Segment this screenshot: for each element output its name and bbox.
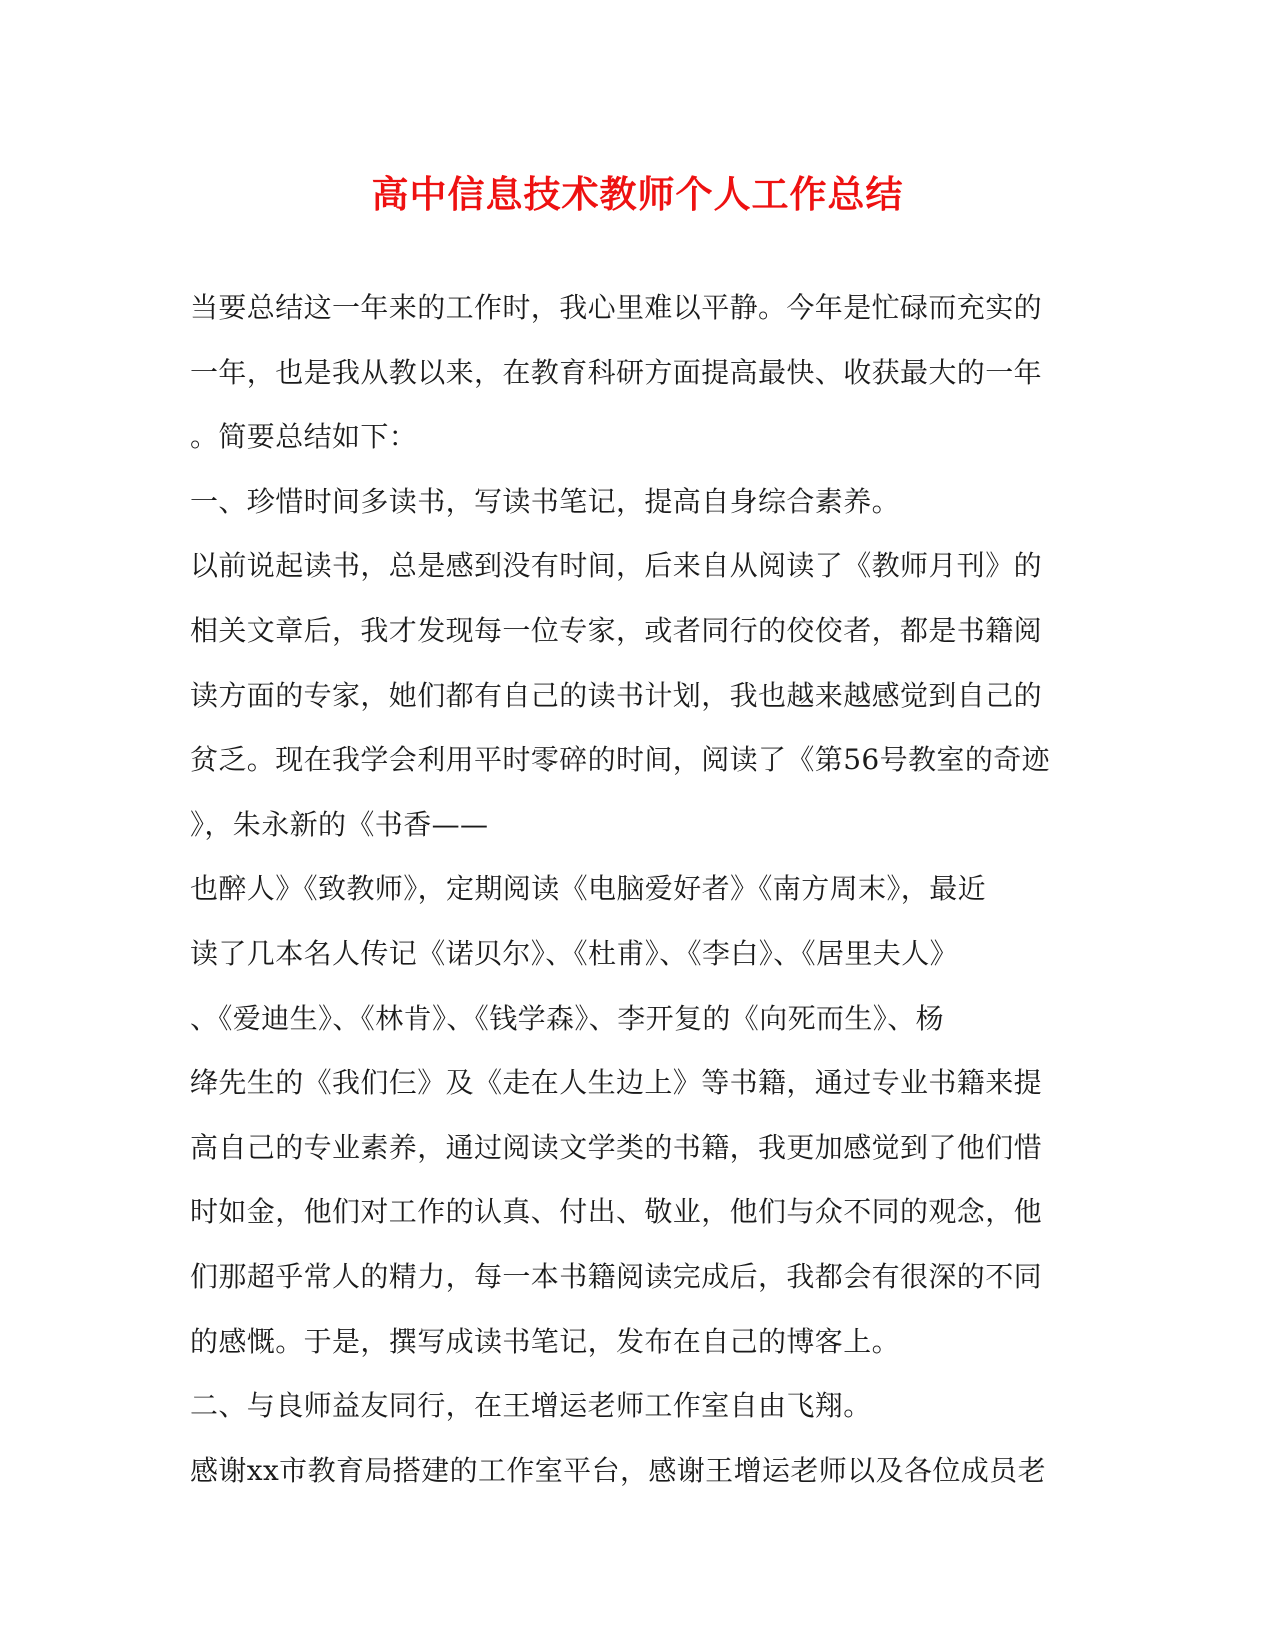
body-line: 相关文章后，我才发现每一位专家，或者同行的佼佼者，都是书籍阅 [190,613,1043,647]
body-line: 们那超乎常人的精力，每一本书籍阅读完成后，我都会有很深的不同 [190,1259,1043,1293]
body-line: 也醉人》《致教师》，定期阅读《电脑爱好者》《南方周末》，最近 [190,872,987,906]
section-heading: 二、与良师益友同行，在王增运老师工作室自由飞翔。 [190,1389,872,1423]
body-line: 高自己的专业素养，通过阅读文学类的书籍，我更加感觉到了他们惜 [190,1130,1043,1164]
body-line: 》，朱永新的《书香—— [190,807,489,841]
body-line: 感谢xx市教育局搭建的工作室平台，感谢王增运老师以及各位成员老 [190,1453,1046,1487]
body-line: 。简要总结如下： [190,420,418,454]
body-line: 、《爱迪生》、《林肯》、《钱学森》、李开复的《向死而生》、杨 [190,1001,945,1035]
document-body [190,276,1070,1503]
body-line: 时如金，他们对工作的认真、付出、敬业，他们与众不同的观念，他 [190,1195,1043,1229]
document-title: 高中信息技术教师个人工作总结 [371,172,904,216]
body-line: 读了几本名人传记《诺贝尔》、《杜甫》、《李白》、《居里夫人》 [190,936,959,970]
body-line: 贫乏。现在我学会利用平时零碎的时间，阅读了《第56号教室的奇迹 [190,743,1051,777]
body-line: 读方面的专家，她们都有自己的读书计划，我也越来越感觉到自己的 [190,678,1043,712]
body-line: 当要总结这一年来的工作时，我心里难以平静。今年是忙碌而充实的 [190,291,1043,324]
body-line: 一年，也是我从教以来，在教育科研方面提高最快、收获最大的一年 [190,355,1043,389]
section-heading: 一、珍惜时间多读书，写读书笔记，提高自身综合素养。 [190,484,901,518]
body-line: 以前说起读书，总是感到没有时间，后来自从阅读了《教师月刊》的 [190,549,1043,583]
body-line: 绛先生的《我们仨》及《走在人生边上》等书籍，通过专业书籍来提 [190,1066,1043,1100]
body-line: 的感慨。于是，撰写成读书笔记，发布在自己的博客上。 [190,1324,901,1358]
